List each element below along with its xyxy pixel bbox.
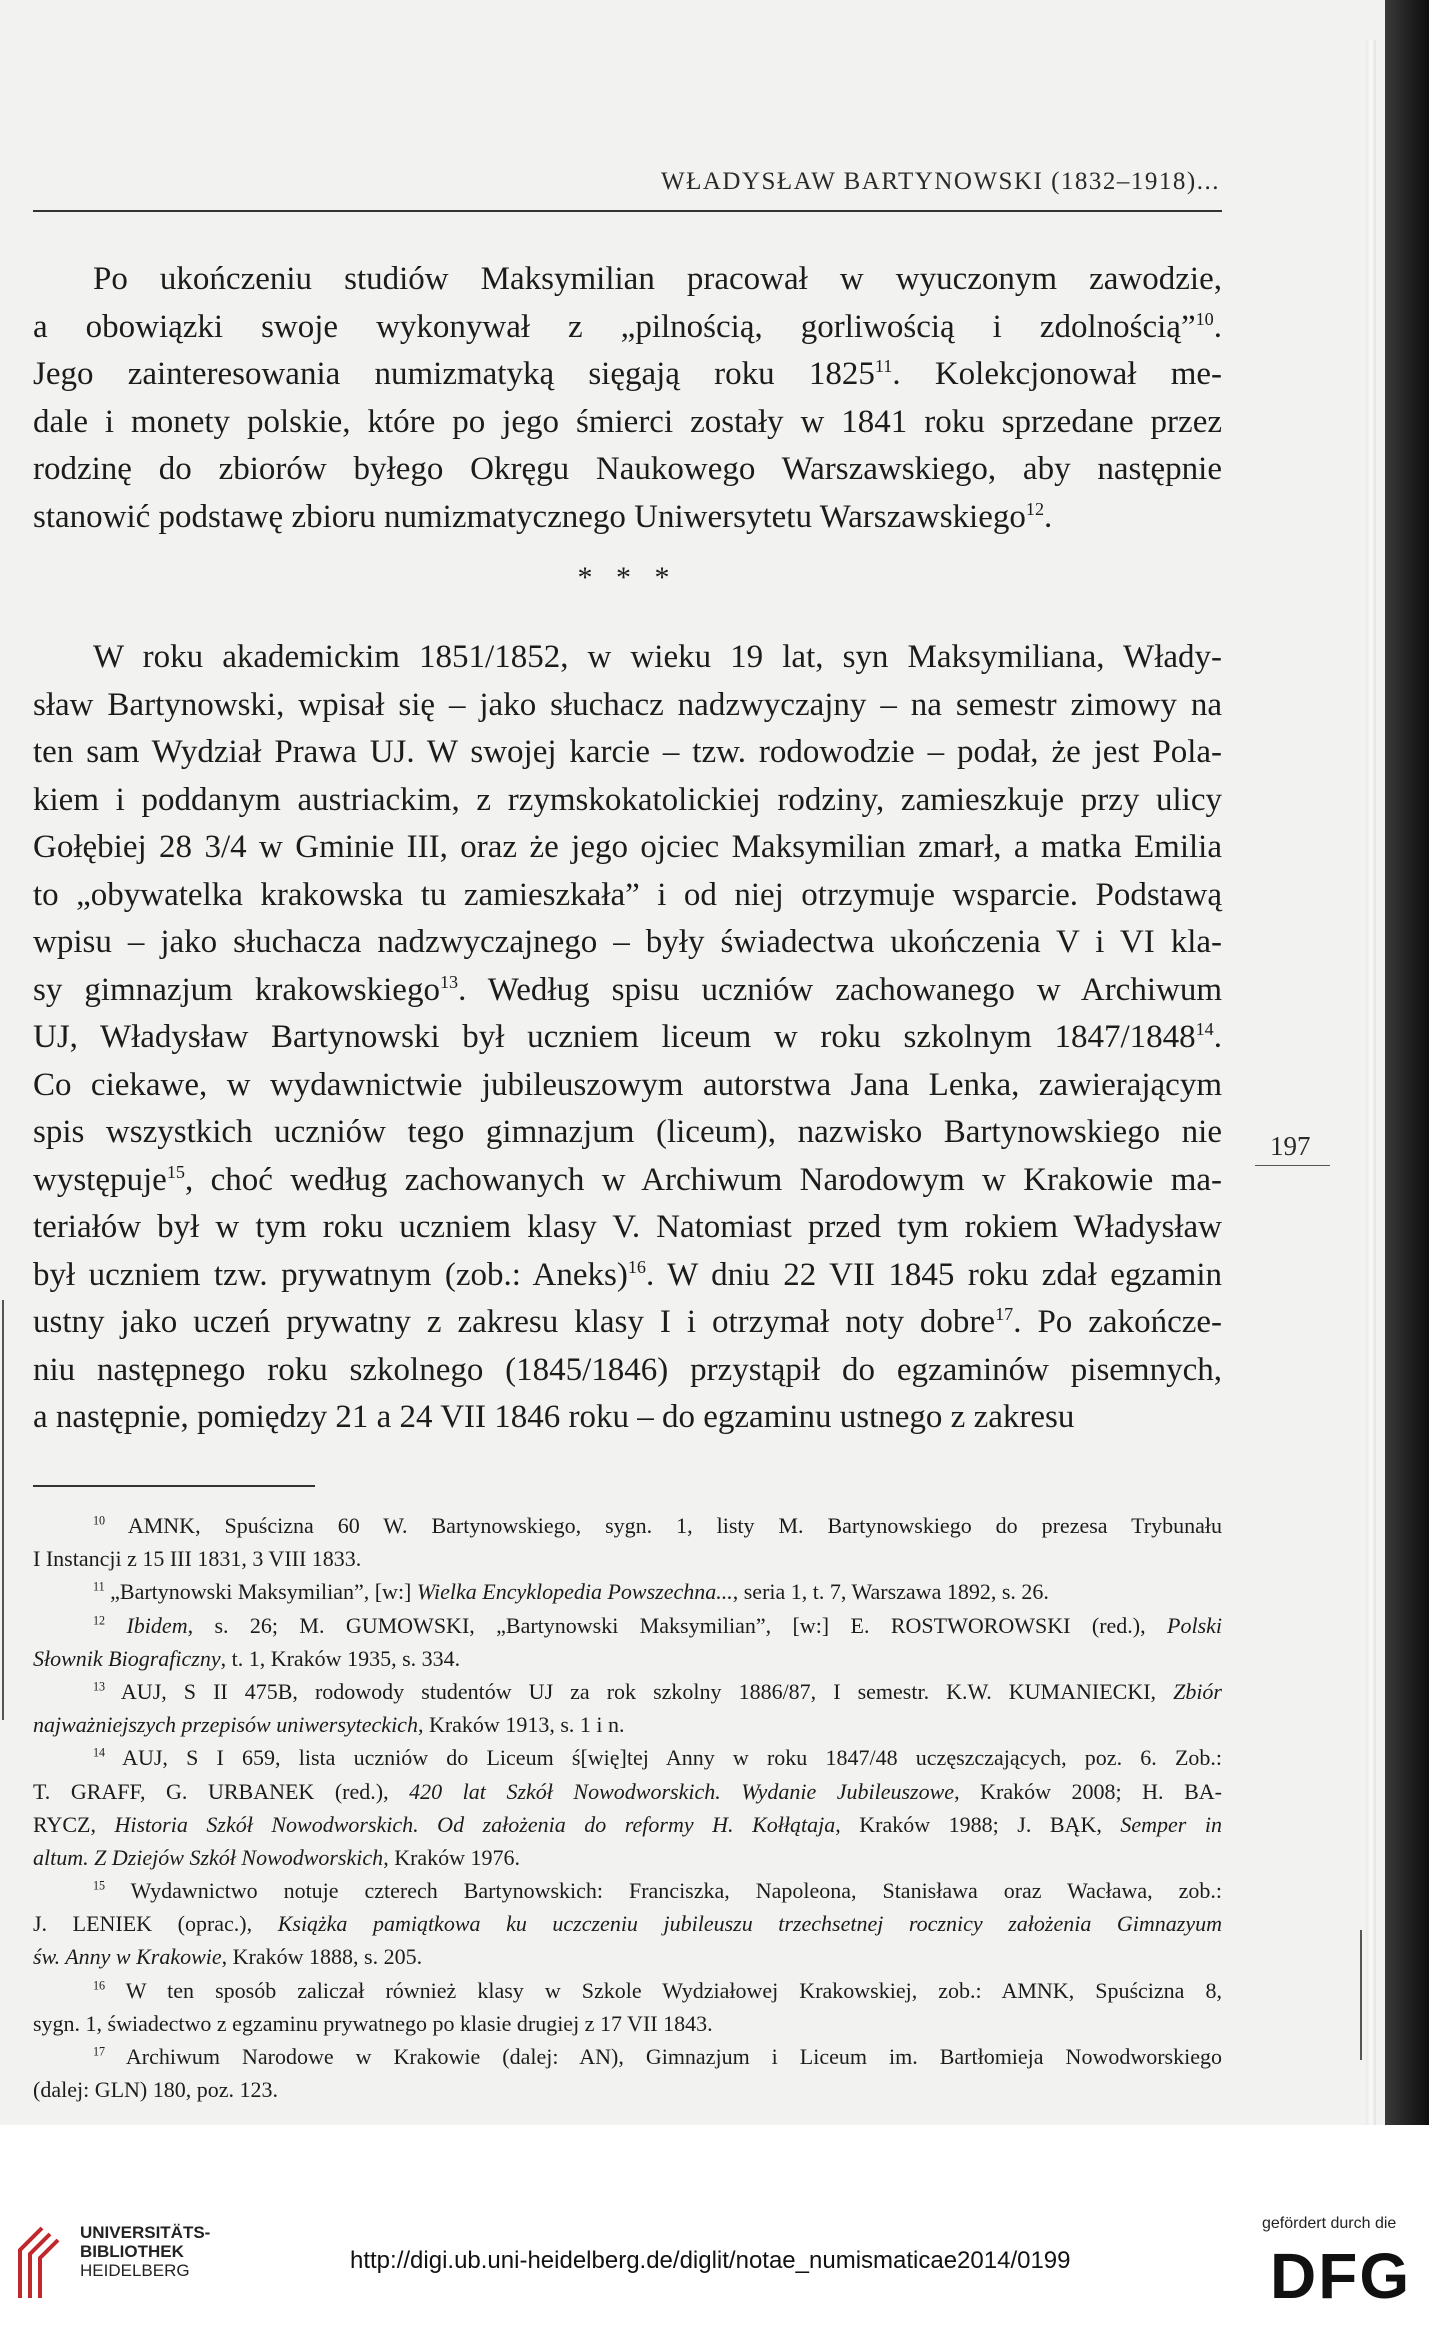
line-text: UJ, Władysław Bartynowski był uczniem liceum w roku szkolnym 1847/1848 [33,1019,1196,1055]
text-line [33,304,1222,352]
footnote-text: , seria 1, t. 7, Warszawa 1892, s. 26. [732,1579,1049,1605]
footnotes [33,1509,1222,2106]
edge-mark [2,1300,4,1720]
footnote-marker[interactable]: 16 [627,1256,646,1277]
citation-title: Wielka Encyklopedia Powszechna... [416,1579,733,1605]
footnote-number: 15 [93,1878,106,1893]
footnote-text: sygn. 1, świadectwo z egzaminu prywatnego po klasie drugiej z 17 VII 1843. [33,2010,713,2036]
text-line [33,446,1222,494]
footnote-line [33,1808,1222,1841]
footnote-line [33,2040,1222,2073]
text-line [33,1394,1222,1442]
line-text: a następnie, pomiędzy 21 a 24 VII 1846 roku – do egzaminu ustnego z zakresu [33,1399,1075,1435]
citation-title: Polski [1167,1612,1223,1638]
funded-by-label: gefördert durch die [1262,2215,1397,2232]
text-line [33,824,1222,872]
text-line [33,1347,1222,1395]
footnote-number: 11 [93,1580,105,1595]
line-text: . [1213,1019,1222,1055]
citation-title: 420 lat Szkół Nowodworskich. Wydanie Jubileuszowe [409,1778,955,1804]
footnote-text: , s. 26; M. GUMOWSKI, „Bartynowski Maksymilian”, [w:] E. ROSTWOROWSKI (red.), [187,1612,1168,1638]
footnote-text: (dalej: GLN) 180, poz. 123. [33,2077,278,2103]
citation-title: Historia Szkół Nowodworskich. Od założenia do reformy H. Kołłątaja [114,1811,836,1837]
footnote-text: , Kraków 1913, s. 1 i n. [417,1712,625,1738]
section-separator: * * * [577,561,678,594]
line-text: wpisu – jako słuchacza nadzwyczajnego – były świadectwa ukończenia V i VI kla- [33,924,1222,960]
text-line [33,256,1222,304]
line-text: był uczniem tzw. prywatnym (zob.: Aneks) [33,1256,628,1293]
footnote-marker[interactable]: 13 [439,971,459,992]
footnote-line [33,1974,1222,2007]
citation-title: altum. Z Dziejów Szkół Nowodworskich [33,1844,384,1870]
footnote-line [33,1642,1222,1675]
footnote-text: AUJ, S II 475B, rodowody studentów UJ za rok szkolny 1886/87, I semestr. K.W. KUMANIECKI, [120,1678,1174,1704]
citation-title: Semper in [1120,1811,1223,1837]
line-text: dale i monety polskie, które po jego śmierci zostały w 1841 roku sprzedane przez [33,403,1222,440]
footnote-text: Archiwum Narodowe w Krakowie (dalej: AN), Gimnazjum i Liceum im. Bartłomieja Nowodworskiego [125,2044,1222,2069]
footnote-line [33,1940,1222,1973]
source-url[interactable]: http://digi.ub.uni-heidelberg.de/diglit/notae_numismaticae2014/0199 [350,2247,1071,2274]
text-line [33,967,1222,1015]
library-name: UNIVERSITÄTS- BIBLIOTHEK HEIDELBERG [80,2223,211,2280]
footnote-text: T. GRAFF, G. URBANEK (red.), [33,1778,410,1804]
footnote-marker[interactable]: 17 [995,1304,1014,1324]
line-text: ustny jako uczeń prywatny z zakresu klasy I i otrzymał noty dobre [33,1304,996,1340]
line-text: sław Bartynowski, wpisał się – jako słuchacz nadzwyczajny – na semestr zimowy na [33,686,1222,723]
text-line [33,494,1222,542]
citation-title: Książka pamiątkowa ku uczczeniu jubileuszu trzechsetnej rocznicy założenia Gimnazyum [277,1911,1222,1937]
line-text: Po ukończeniu studiów Maksymilian pracował w wyuczonym zawodzie, [93,261,1222,297]
text-line [33,1109,1222,1157]
page-fold-shadow [1366,40,1376,2125]
line-text: Jego zainteresowania numizmatyką sięgają roku 1825 [33,356,875,392]
footnote-line [33,1874,1222,1907]
line-text: ten sam Wydział Prawa UJ. W swojej karcie – tzw. rodowodzie – podał, że jest Pola- [33,734,1222,770]
text-line [33,1062,1222,1110]
footnote-number: 16 [93,1978,106,1993]
text-line [33,729,1222,777]
text-line [33,1014,1222,1062]
edge-mark [1360,1930,1362,2060]
text-line [33,1157,1222,1205]
text-line [33,351,1222,399]
citation-title: św. Anny w Krakowie [33,1944,222,1970]
footnote-text: W ten sposób zaliczał również klasy w Szkole Wydziałowej Krakowskiej, zob.: AMNK, Spuścizna 8, [125,1977,1222,2003]
line-text: , choć według zachowanych w Archiwum Narodowym w Krakowie ma- [184,1161,1222,1198]
line-text: rodzinę do zbiorów byłego Okręgu Naukowego Warszawskiego, aby następnie [33,451,1222,487]
line-text: . Kolekcjonował me- [892,356,1222,392]
footnote-text: , Kraków 2008; H. BA- [954,1778,1222,1804]
footnote-text: , Kraków 1888, s. 205. [221,1944,423,1970]
line-text: stanowić podstawę zbioru numizmatycznego Uniwersytetu Warszawskiego [33,498,1026,535]
footnote-text: J. LENIEK (oprac.), [33,1911,278,1937]
footnote-text: AMNK, Spuścizna 60 W. Bartynowskiego, sygn. 1, listy M. Bartynowskiego do prezesa Trybunału [127,1513,1222,1538]
paragraph-2 [33,634,1222,1442]
scanner-edge [1385,0,1429,2125]
citation-title: Słownik Biograficzny [33,1645,221,1671]
footnote-text: , t. 1, Kraków 1935, s. 334. [220,1645,461,1671]
text-line [33,1204,1222,1252]
footnote-line [33,1675,1222,1708]
line-text: kiem i poddanym austriackim, z rzymskokatolickiej rodziny, zamieszkuje przy ulicy [33,781,1222,818]
footnote-line [33,1841,1222,1874]
footnote-number: 10 [93,1513,106,1528]
footnote-line [33,1775,1222,1808]
dfg-logo: DFG [1270,2240,1412,2312]
citation-title: najważniejszych przepisów uniwersyteckich [33,1712,418,1738]
text-line [33,1252,1222,1300]
footnote-line [33,2073,1222,2106]
text-line [33,634,1222,682]
footnote-line [33,1907,1222,1940]
page-number: 197 [1270,1131,1311,1161]
paragraph-1 [33,256,1222,541]
text-line [33,777,1222,825]
footnote-line [33,1575,1222,1608]
footnote-marker[interactable]: 10 [1195,308,1214,329]
footnote-text: , Kraków 1976. [383,1844,521,1870]
footnote-line [33,1509,1222,1542]
line-text: Gołębiej 28 3/4 w Gminie III, oraz że jego ojciec Maksymilian zmarł, a matka Emilia [33,829,1222,865]
footnote-marker[interactable]: 15 [166,1161,185,1182]
footnote-line [33,1708,1222,1741]
text-line [33,1299,1222,1347]
footnote-text: RYCZ, [33,1811,115,1837]
footnote-number: 13 [93,1679,106,1694]
line-text: . Według spisu uczniów zachowanego w Archiwum [458,971,1223,1008]
footnote-text: „Bartynowski Maksymilian”, [w:] [110,1579,417,1605]
library-logo-icon [12,2220,74,2300]
viewer-footer [0,2125,1429,2326]
citation-title: Ibidem [126,1612,188,1638]
line-text: a obowiązki swoje wykonywał z „pilnością, gorliwością i zdolnością” [33,308,1196,345]
line-text: W roku akademickim 1851/1852, w wieku 19 lat, syn Maksymiliana, Włady- [93,639,1222,675]
line-text: sy gimnazjum krakowskiego [33,971,440,1008]
running-head-rule [33,210,1222,212]
line-text: niu następnego roku szkolnego (1845/1846) przystąpił do egzaminów pisemnych, [33,1351,1222,1388]
line-text: . [1044,498,1053,535]
line-text: Co ciekawe, w wydawnictwie jubileuszowym autorstwa Jana Lenka, zawierającym [33,1066,1222,1103]
line-text: teriałów był w tym roku uczniem klasy V. Natomiast przed tym rokiem Władysław [33,1209,1222,1245]
footnote-line [33,1542,1222,1575]
text-line [33,399,1222,447]
line-text: spis wszystkich uczniów tego gimnazjum (liceum), nazwisko Bartynowskiego nie [33,1114,1222,1150]
line-text: to „obywatelka krakowska tu zamieszkała” i od niej otrzymuje wsparcie. Podstawą [33,876,1222,913]
line-text: . W dniu 22 VII 1845 roku zdał egzamin [646,1256,1222,1293]
footnote-number: 14 [93,1745,106,1760]
footnote-line [33,2007,1222,2040]
citation-title: Zbiór [1173,1678,1222,1704]
footnote-number: 17 [93,2044,106,2059]
footnote-text: I Instancji z 15 III 1831, 3 VIII 1833. [33,1546,362,1572]
footnote-number: 12 [93,1613,106,1628]
text-line [33,872,1222,920]
footnote-marker[interactable]: 14 [1195,1019,1214,1039]
text-line [33,682,1222,730]
footnote-marker[interactable]: 12 [1025,498,1045,519]
footnote-text: AUJ, S I 659, lista uczniów do Liceum ś[wię]tej Anny w roku 1847/48 uczęszczających, poz. 6. Zob.: [122,1745,1222,1771]
footnote-marker[interactable]: 11 [874,356,893,376]
footnote-line [33,1741,1222,1774]
footnote-text: Wydawnictwo notuje czterech Bartynowskich: Franciszka, Napoleona, Stanisława oraz Wacława, zob.: [130,1878,1223,1904]
line-text: występuje [33,1161,167,1198]
running-head: WŁADYSŁAW BARTYNOWSKI (1832–1918)... [660,168,1220,195]
line-text: . [1213,308,1222,345]
page-number-rule [1255,1165,1330,1166]
line-text: . Po zakończe- [1013,1304,1222,1340]
footnote-rule [33,1485,315,1487]
text-line [33,919,1222,967]
footnote-text: , Kraków 1988; J. BĄK, [835,1811,1121,1837]
footnote-line [33,1609,1222,1642]
